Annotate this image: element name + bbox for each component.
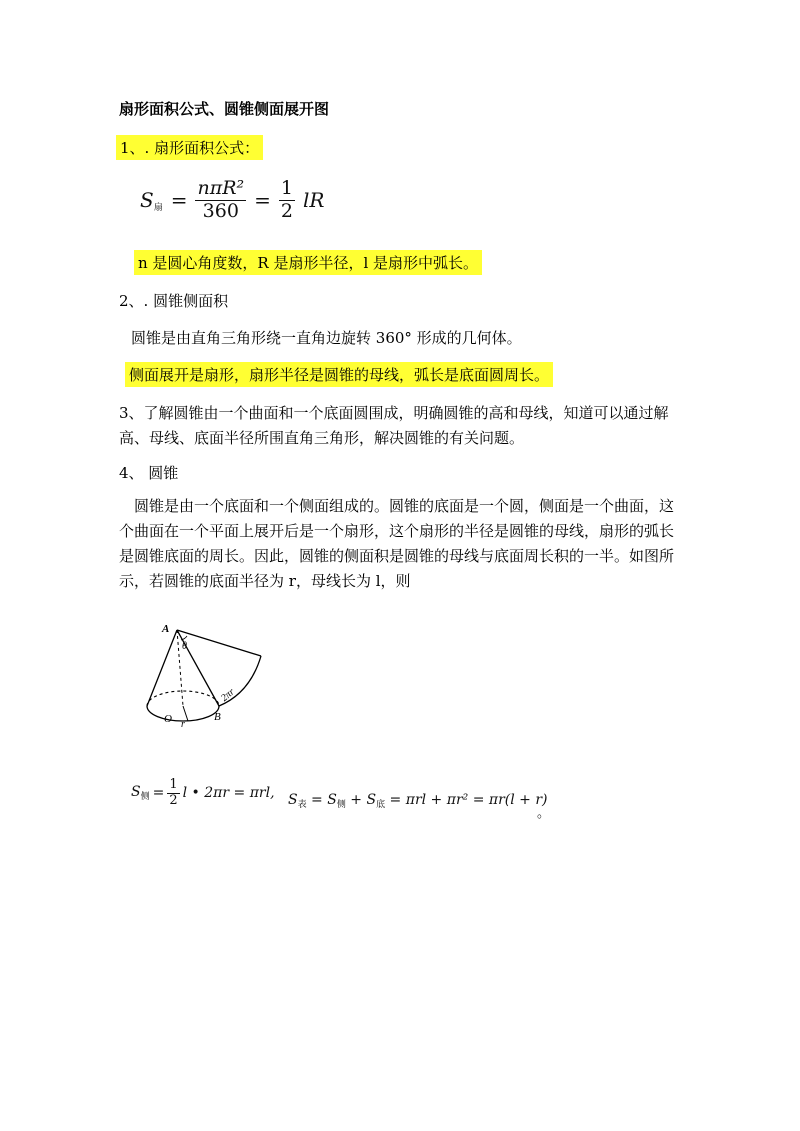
section2-heading: 2、. 圆锥侧面积 xyxy=(119,292,229,310)
equals-sign-2: = xyxy=(254,188,271,213)
formula-lhs: $S_扇$ xyxy=(140,187,163,213)
label-arc: 2πr xyxy=(219,686,237,704)
fraction-2: $\frac{1}{2}$ xyxy=(280,177,293,222)
section2-highlight: 侧面展开是扇形，扇形半径是圆锥的母线，弧长是底面圆周长。 xyxy=(125,362,553,387)
section1-note: n 是圆心角度数，R 是扇形半径，l 是扇形中弧长。 xyxy=(134,250,482,275)
section4-heading: 4、 圆锥 xyxy=(119,464,179,482)
section4-text: 圆锥是由一个底面和一个侧面组成的。圆锥的底面是一个圆，侧面是一个曲面，这个曲面在一个平面上展开后是一个扇形，这个扇形的半径是圆锥的母线，扇形的弧长是圆锥底面的周长。因此，圆锥的侧面积是圆锥的母线与底面周长积的一半。如图所示，若圆锥的底面半径为 r，母线长为 l，则 xyxy=(119,497,675,590)
label-O: O xyxy=(164,713,172,725)
cone-diagram xyxy=(130,618,275,743)
page-title: 扇形面积公式、圆锥侧面展开图 xyxy=(119,100,330,118)
section2-text: 圆锥是由直角三角形绕一直角边旋转 360° 形成的几何体。 xyxy=(131,329,522,347)
section1-heading: 1、. 扇形面积公式： xyxy=(116,135,263,160)
fraction-1: $\frac{\text{nπR²}}{360}$ xyxy=(197,177,245,222)
lateral-rest: l • 2πr = πrl, xyxy=(182,785,275,802)
label-B: B xyxy=(214,711,221,723)
section3-text: 3、了解圆锥由一个曲面和一个底面圆围成，明确圆锥的高和母线，知道可以通过解高、母线、底面半径所围直角三角形，解决圆锥的有关问题。 xyxy=(119,404,669,447)
s-side: $S_侧$ xyxy=(131,784,150,803)
label-r: r xyxy=(181,719,185,730)
formula-period: 。 xyxy=(537,806,551,821)
label-A: A xyxy=(162,623,170,635)
equals-sign-1: = xyxy=(170,188,188,213)
formula-tail: lR xyxy=(303,188,325,213)
total-area-formula: $S_表 = S_侧 + S_底 = \pi rl + \pi r^2 = \pi r(l + r)$ xyxy=(288,792,548,810)
half-fraction: $\frac{1}{2}$ xyxy=(169,777,178,808)
label-theta: θ xyxy=(182,641,187,652)
cone-left-side xyxy=(147,630,177,706)
lateral-area-formula: $S_侧$ = $\frac{1}{2}$ l • 2πr = πrl, xyxy=(131,777,275,808)
sector-area-formula xyxy=(140,178,324,223)
